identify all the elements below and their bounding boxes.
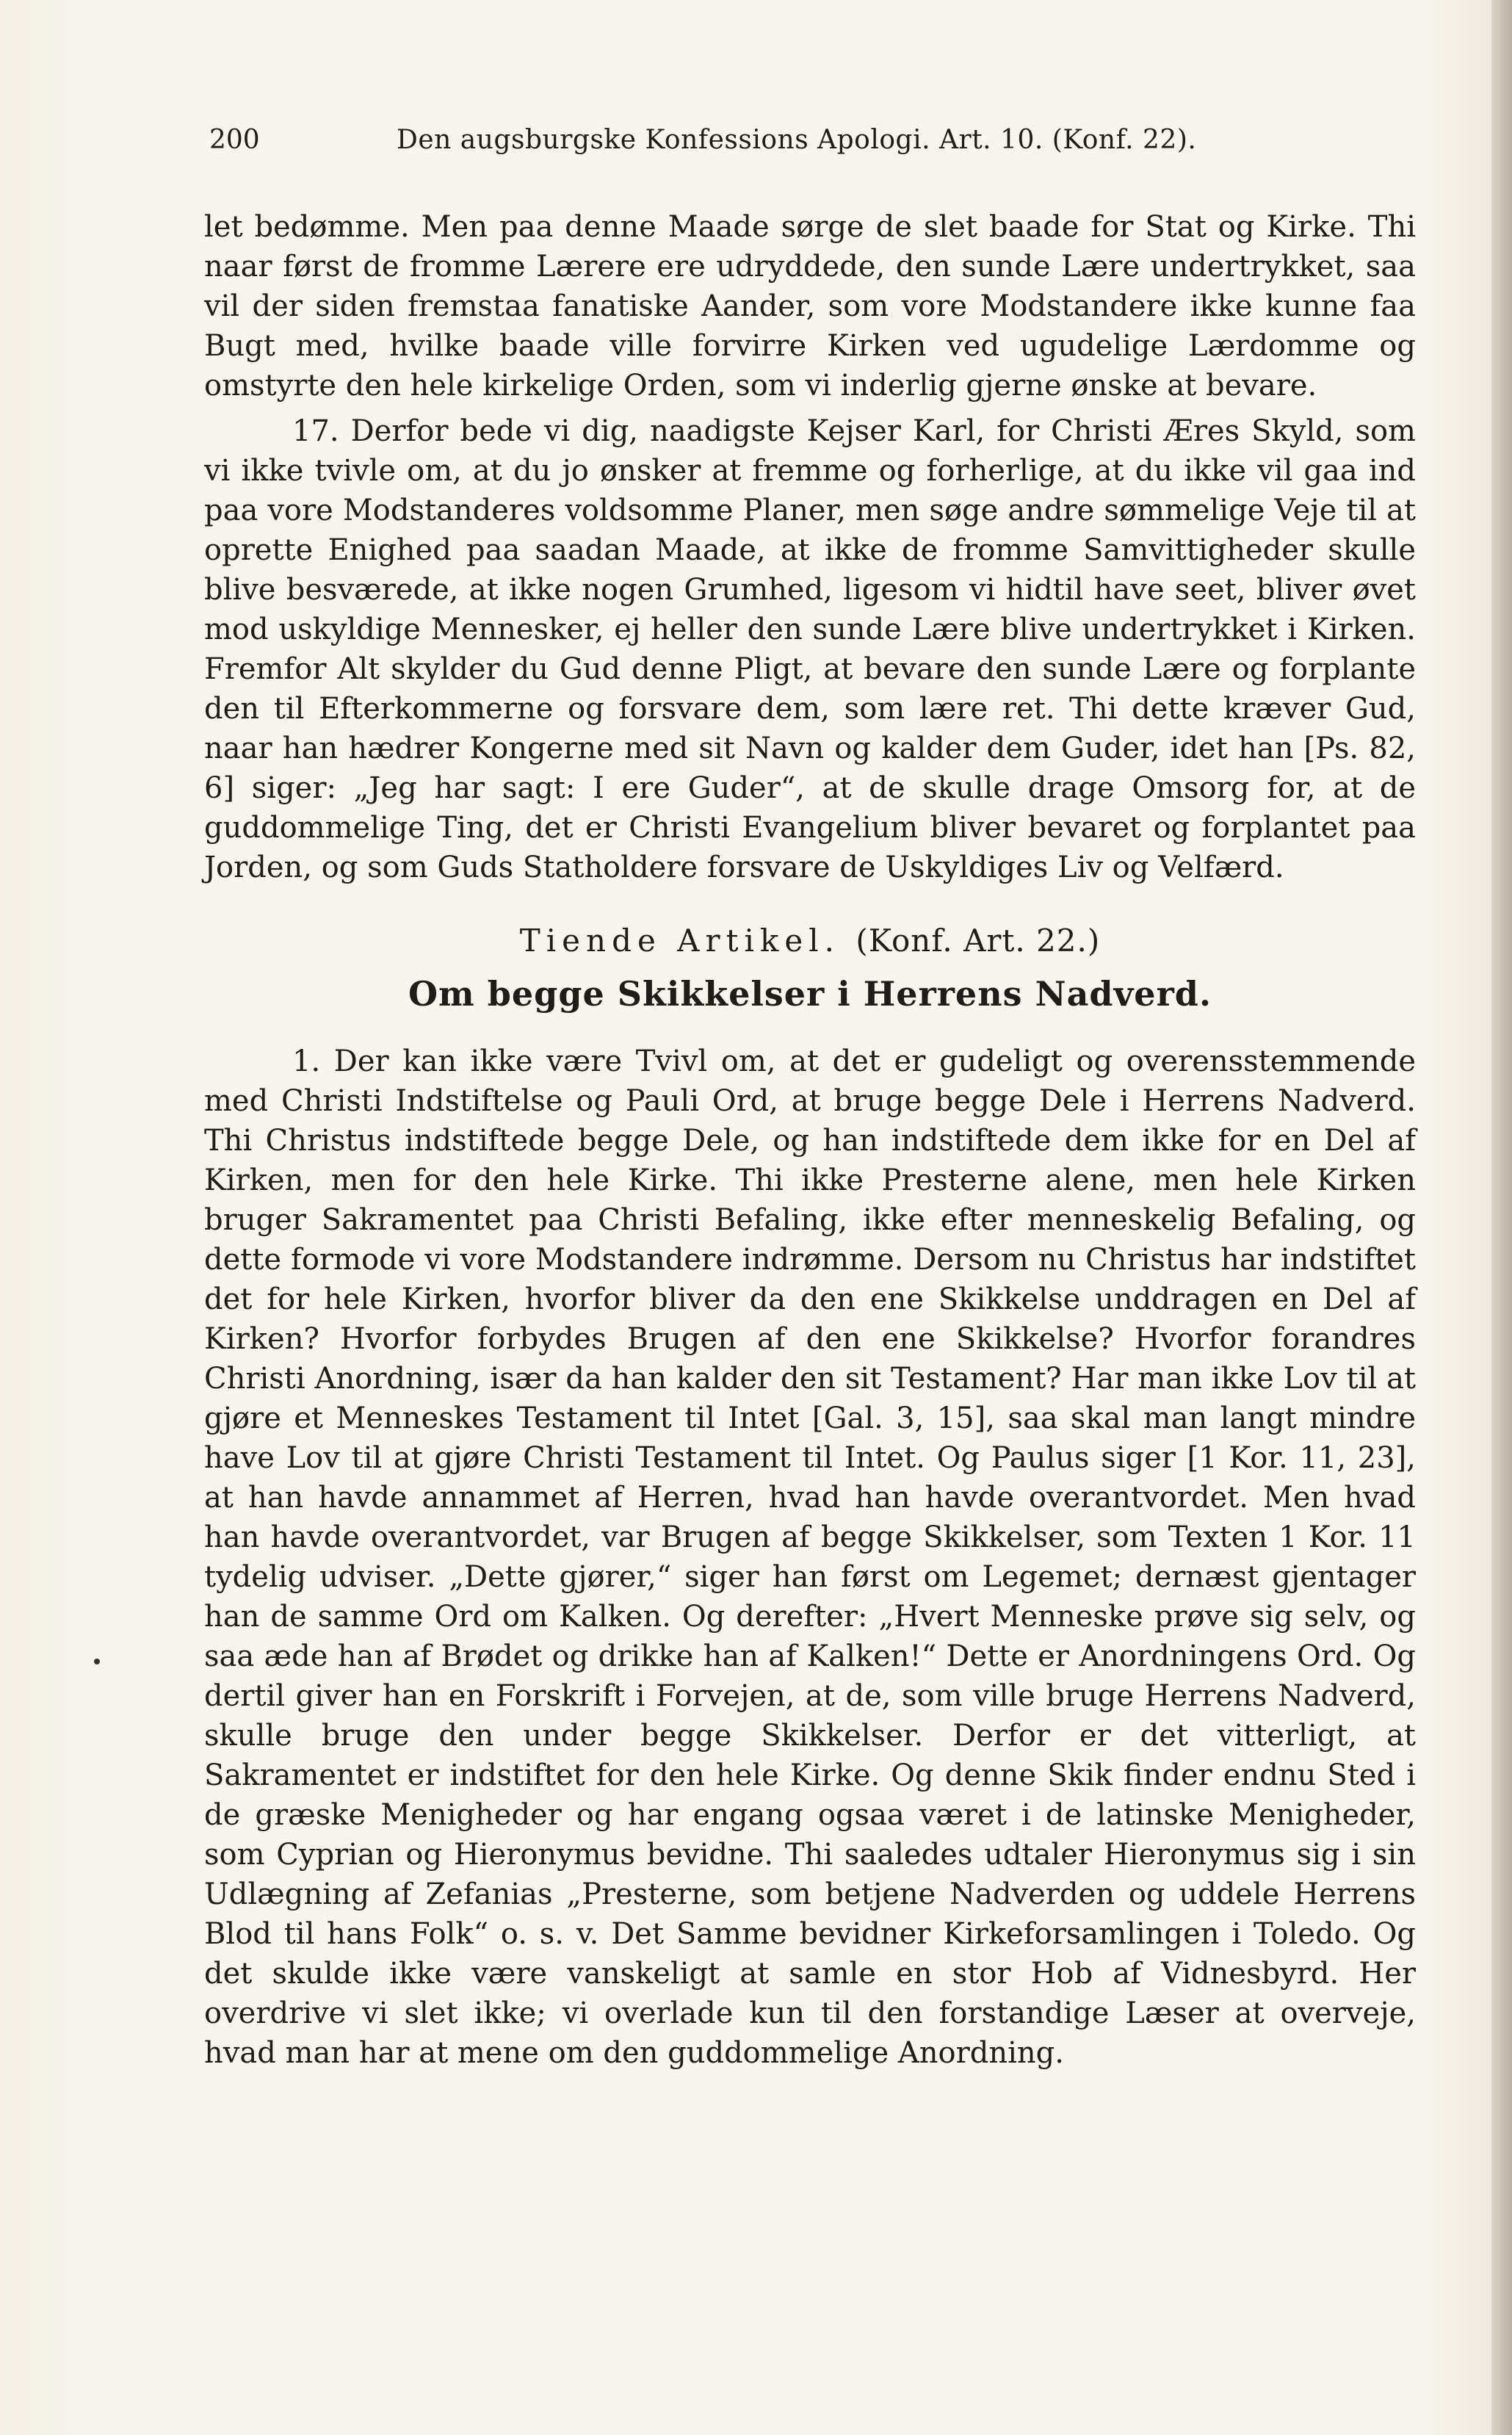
article-heading-main: Tiende Artikel.: [519, 923, 840, 959]
running-title: Den augsburgske Konfessions Apologi. Art. 10. (Konf. 22).: [397, 125, 1197, 155]
margin-mark: [94, 1659, 100, 1664]
section-heading: Om begge Skikkelser i Herrens Nadverd.: [408, 974, 1212, 1014]
article-heading-sub: (Konf. Art. 22.): [856, 923, 1101, 959]
paragraph-17: 17. Derfor bede vi dig, naadigste Kejser Karl, for Christi Æres Skyld, som vi ikke tvivle om, at du jo ønsker at fremme og forherlige, at du ikke vil gaa ind paa vore Modstanderes voldsomme Planer, men søge andre sømmelige Veje til at oprette Enighed paa saadan Maade, at ikke de fromme Samvittigheder skulle blive besværede, at ikke nogen Grumhed, ligesom vi hidtil have seet, bliver øvet mod uskyldige Mennesker, ej heller den sunde Lære blive undertrykket i Kirken. Fremfor Alt skylder du Gud denne Pligt, at bevare den sunde Lære og forplante den til Efterkommerne og forsvare dem, som lære ret. Thi dette kræver Gud, naar han hædrer Kongerne med sit Navn og kalder dem Guder, idet han [Ps. 82, 6] siger: „Jeg har sagt: I ere Guder“, at de skulle drage Omsorg for, at de guddommelige Ting, det er Christi Evangelium bliver bevaret og forplantet paa Jorden, og som Guds Statholdere forsvare de Uskyldiges Liv og Velfærd.: [204, 414, 1416, 884]
article-heading: [204, 921, 1416, 961]
page-edge: [1491, 0, 1512, 2435]
paragraph-intro: let bedømme. Men paa denne Maade sørge de slet baade for Stat og Kirke. Thi naar først de fromme Lærere ere udryddede, den sunde Lære undertrykket, saa vil der siden fremstaa fanatiske Aander, som vore Modstandere ikke kunne faa Bugt med, hvilke baade ville forvirre Kirken ved ugudelige Lærdomme og omstyrte den hele kirkelige Orden, som vi inderlig gjerne ønske at bevare.: [204, 210, 1416, 403]
paragraph-1: 1. Der kan ikke være Tvivl om, at det er gudeligt og overensstemmende med Christi Indstiftelse og Pauli Ord, at bruge begge Dele i Herrens Nadverd. Thi Christus indstiftede begge Dele, og han indstiftede dem ikke for en Del af Kirken, men for den hele Kirke. Thi ikke Presterne alene, men hele Kirken bruger Sakramentet paa Christi Befaling, ikke efter menneskelig Befaling, og dette formode vi vore Modstandere indrømme. Dersom nu Christus har indstiftet det for hele Kirken, hvorfor bliver da den ene Skikkelse unddragen en Del af Kirken? Hvorfor forbydes Brugen af den ene Skikkelse? Hvorfor forandres Christi Anordning, især da han kalder den sit Testament? Har man ikke Lov til at gjøre et Menneskes Testament til Intet [Gal. 3, 15], saa skal man langt mindre have Lov til at gjøre Christi Testament til Intet. Og Paulus siger [1 Kor. 11, 23], at han havde annammet af Herren, hvad han havde overantvordet. Men hvad han havde overantvordet, var Brugen af begge Skikkelser, som Texten 1 Kor. 11 tydelig udviser. „Dette gjører,“ siger han først om Legemet; dernæst gjentager han de samme Ord om Kalken. Og derefter: „Hvert Menneske prøve sig selv, og saa æde han af Brødet og drikke han af Kalken!“ Dette er Anordningens Ord. Og dertil giver han en Forskrift i Forvejen, at de, som ville bruge Herrens Nadverd, skulle bruge den under begge Skikkelser. Derfor er det vitterligt, at Sakramentet er indstiftet for den hele Kirke. Og denne Skik finder endnu Sted i de græske Menigheder og har engang ogsaa været i de latinske Menigheder, som Cyprian og Hieronymus bevidne. Thi saaledes udtaler Hieronymus sig i sin Udlægning af Zefanias „Presterne, som betjene Nadverden og uddele Herrens Blod til hans Folk“ o. s. v. Det Samme bevidner Kirkeforsamlingen i Toledo. Og det skulde ikke være vanskeligt at samle en stor Hob af Vidnesbyrd. Her overdrive vi slet ikke; vi overlade kun til den forstandige Læser at overveje, hvad man har at mene om den guddommelige Anordning.: [204, 1045, 1416, 2070]
page-header: [209, 125, 1414, 169]
body-text: [204, 207, 1416, 2073]
page-number: 200: [209, 125, 260, 155]
